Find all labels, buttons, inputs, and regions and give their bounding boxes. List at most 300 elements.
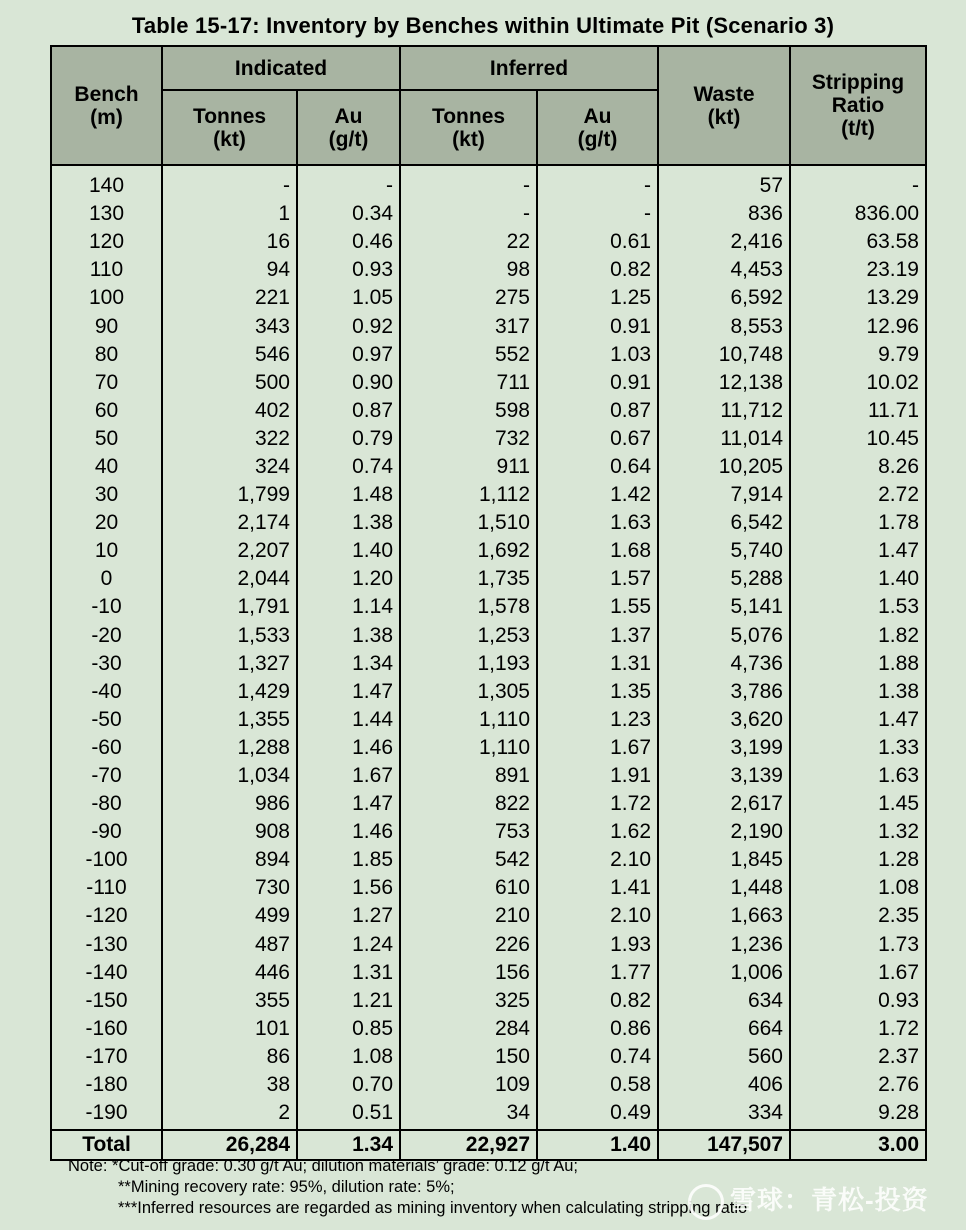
table-row	[51, 650, 926, 678]
watermark	[688, 1180, 929, 1220]
cell-indicated-tonnes: 221	[162, 284, 297, 312]
table-row	[51, 931, 926, 959]
table-row	[51, 987, 926, 1015]
total-indicated-tonnes: 26,284	[162, 1130, 297, 1160]
cell-inferred-au: 0.87	[537, 397, 658, 425]
cell-inferred-tonnes: 284	[400, 1015, 537, 1043]
cell-stripping-ratio: 1.78	[790, 509, 926, 537]
cell-waste: 836	[658, 200, 790, 228]
cell-stripping-ratio: 0.93	[790, 987, 926, 1015]
cell-inferred-au: 1.63	[537, 509, 658, 537]
cell-stripping-ratio: 1.33	[790, 734, 926, 762]
table-row	[51, 509, 926, 537]
cell-waste: 406	[658, 1071, 790, 1099]
cell-inferred-tonnes: 753	[400, 818, 537, 846]
watermark-text: 雪球：青松-投资	[730, 1185, 929, 1215]
cell-stripping-ratio: 1.72	[790, 1015, 926, 1043]
cell-bench: -100	[51, 846, 162, 874]
cell-inferred-au: 1.37	[537, 622, 658, 650]
cell-indicated-au: 1.24	[297, 931, 400, 959]
table-title: Table 15-17: Inventory by Benches within Ultimate Pit (Scenario 3)	[131, 13, 835, 38]
cell-inferred-tonnes: 891	[400, 762, 537, 790]
cell-bench: 10	[51, 537, 162, 565]
cell-bench: 140	[51, 165, 162, 200]
cell-indicated-tonnes: 94	[162, 256, 297, 284]
cell-waste: 2,617	[658, 790, 790, 818]
cell-stripping-ratio: 1.47	[790, 706, 926, 734]
header-indicated-au	[297, 90, 400, 165]
header-waste-unit: (kt)	[707, 105, 741, 129]
cell-indicated-au: 1.34	[297, 650, 400, 678]
table-row	[51, 453, 926, 481]
cell-inferred-tonnes: 317	[400, 312, 537, 340]
cell-inferred-au: 0.91	[537, 312, 658, 340]
header-stripping-label: Stripping	[811, 71, 905, 94]
cell-indicated-au: 1.38	[297, 622, 400, 650]
table-row	[51, 593, 926, 621]
cell-stripping-ratio: 2.72	[790, 481, 926, 509]
cell-waste: 1,236	[658, 931, 790, 959]
table-row	[51, 902, 926, 930]
watermark-logo-icon	[688, 1184, 724, 1220]
note-line-2: **Mining recovery rate: 95%, dilution rate: 5%;	[118, 1178, 455, 1196]
cell-indicated-au: 0.85	[297, 1015, 400, 1043]
cell-stripping-ratio: 9.79	[790, 341, 926, 369]
header-bench-unit: (m)	[90, 105, 123, 129]
table-row	[51, 165, 926, 200]
cell-indicated-tonnes: 499	[162, 902, 297, 930]
cell-inferred-au: 1.77	[537, 959, 658, 987]
cell-bench: -180	[51, 1071, 162, 1099]
cell-waste: 5,740	[658, 537, 790, 565]
cell-indicated-au: -	[297, 165, 400, 200]
cell-waste: 4,453	[658, 256, 790, 284]
cell-waste: 2,416	[658, 228, 790, 256]
cell-indicated-au: 0.92	[297, 312, 400, 340]
header-inferred: Inferred	[400, 46, 658, 90]
cell-indicated-au: 1.05	[297, 284, 400, 312]
cell-waste: 1,845	[658, 846, 790, 874]
table-row	[51, 706, 926, 734]
table-row	[51, 537, 926, 565]
cell-inferred-au: 1.23	[537, 706, 658, 734]
total-stripping-ratio: 3.00	[790, 1130, 926, 1160]
header-au-label: Au	[583, 104, 612, 128]
cell-waste: 4,736	[658, 650, 790, 678]
cell-inferred-au: 2.10	[537, 902, 658, 930]
cell-inferred-tonnes: 1,112	[400, 481, 537, 509]
cell-bench: 0	[51, 565, 162, 593]
cell-inferred-tonnes: -	[400, 165, 537, 200]
cell-waste: 6,542	[658, 509, 790, 537]
cell-stripping-ratio: 2.35	[790, 902, 926, 930]
cell-inferred-tonnes: 1,110	[400, 706, 537, 734]
cell-waste: 334	[658, 1099, 790, 1130]
cell-bench: -90	[51, 818, 162, 846]
header-waste-label: Waste	[693, 82, 755, 106]
cell-bench: 20	[51, 509, 162, 537]
cell-bench: -190	[51, 1099, 162, 1130]
cell-inferred-tonnes: 711	[400, 369, 537, 397]
cell-bench: 100	[51, 284, 162, 312]
table-row	[51, 790, 926, 818]
cell-bench: -160	[51, 1015, 162, 1043]
cell-inferred-au: 1.67	[537, 734, 658, 762]
cell-inferred-tonnes: 1,692	[400, 537, 537, 565]
cell-stripping-ratio: 1.40	[790, 565, 926, 593]
cell-stripping-ratio: 63.58	[790, 228, 926, 256]
cell-stripping-ratio: 9.28	[790, 1099, 926, 1130]
cell-indicated-au: 0.79	[297, 425, 400, 453]
cell-stripping-ratio: 1.32	[790, 818, 926, 846]
cell-bench: -120	[51, 902, 162, 930]
cell-waste: 1,006	[658, 959, 790, 987]
table-row	[51, 1043, 926, 1071]
table-row	[51, 425, 926, 453]
cell-bench: 40	[51, 453, 162, 481]
cell-inferred-au: 1.35	[537, 678, 658, 706]
cell-bench: -80	[51, 790, 162, 818]
cell-indicated-au: 1.08	[297, 1043, 400, 1071]
cell-stripping-ratio: 836.00	[790, 200, 926, 228]
cell-indicated-tonnes: 1,355	[162, 706, 297, 734]
cell-stripping-ratio: 1.67	[790, 959, 926, 987]
cell-inferred-au: 0.49	[537, 1099, 658, 1130]
cell-inferred-tonnes: 598	[400, 397, 537, 425]
cell-indicated-tonnes: 546	[162, 341, 297, 369]
cell-inferred-tonnes: 1,253	[400, 622, 537, 650]
cell-indicated-au: 1.67	[297, 762, 400, 790]
cell-indicated-tonnes: 355	[162, 987, 297, 1015]
cell-waste: 10,205	[658, 453, 790, 481]
cell-waste: 11,712	[658, 397, 790, 425]
cell-indicated-tonnes: 86	[162, 1043, 297, 1071]
cell-indicated-tonnes: 894	[162, 846, 297, 874]
cell-indicated-tonnes: 2	[162, 1099, 297, 1130]
cell-waste: 6,592	[658, 284, 790, 312]
cell-indicated-tonnes: 500	[162, 369, 297, 397]
cell-indicated-au: 0.46	[297, 228, 400, 256]
cell-stripping-ratio: 1.47	[790, 537, 926, 565]
cell-inferred-au: 1.42	[537, 481, 658, 509]
table-row	[51, 846, 926, 874]
cell-indicated-tonnes: 908	[162, 818, 297, 846]
cell-stripping-ratio: 2.76	[790, 1071, 926, 1099]
cell-stripping-ratio: 1.53	[790, 593, 926, 621]
cell-waste: 5,141	[658, 593, 790, 621]
cell-waste: 1,663	[658, 902, 790, 930]
cell-bench: 130	[51, 200, 162, 228]
cell-indicated-au: 0.90	[297, 369, 400, 397]
header-tonnes-label: Tonnes	[431, 104, 506, 128]
table-header	[51, 46, 926, 165]
cell-stripping-ratio: -	[790, 165, 926, 200]
header-inferred-tonnes	[400, 90, 537, 165]
table-row	[51, 200, 926, 228]
cell-indicated-au: 1.40	[297, 537, 400, 565]
cell-inferred-au: 1.41	[537, 874, 658, 902]
header-ratio-label: Ratio	[831, 94, 885, 117]
cell-waste: 7,914	[658, 481, 790, 509]
cell-indicated-tonnes: 38	[162, 1071, 297, 1099]
cell-waste: 1,448	[658, 874, 790, 902]
cell-inferred-tonnes: 109	[400, 1071, 537, 1099]
cell-inferred-tonnes: 34	[400, 1099, 537, 1130]
table-row	[51, 1015, 926, 1043]
cell-indicated-au: 1.14	[297, 593, 400, 621]
table-row	[51, 1099, 926, 1130]
cell-bench: -110	[51, 874, 162, 902]
table-row	[51, 397, 926, 425]
table-row	[51, 734, 926, 762]
cell-waste: 2,190	[658, 818, 790, 846]
cell-indicated-tonnes: 1,799	[162, 481, 297, 509]
cell-inferred-au: 0.86	[537, 1015, 658, 1043]
cell-stripping-ratio: 8.26	[790, 453, 926, 481]
cell-indicated-au: 0.51	[297, 1099, 400, 1130]
cell-indicated-tonnes: 487	[162, 931, 297, 959]
cell-inferred-tonnes: 1,193	[400, 650, 537, 678]
cell-indicated-au: 1.21	[297, 987, 400, 1015]
cell-inferred-tonnes: 610	[400, 874, 537, 902]
cell-inferred-tonnes: 1,305	[400, 678, 537, 706]
cell-inferred-au: 1.31	[537, 650, 658, 678]
inventory-table	[50, 45, 927, 1161]
header-au-unit: (g/t)	[328, 127, 369, 151]
cell-bench: 70	[51, 369, 162, 397]
cell-bench: -170	[51, 1043, 162, 1071]
cell-indicated-tonnes: 986	[162, 790, 297, 818]
cell-waste: 664	[658, 1015, 790, 1043]
cell-inferred-au: 0.91	[537, 369, 658, 397]
cell-indicated-tonnes: 446	[162, 959, 297, 987]
table-row	[51, 874, 926, 902]
cell-indicated-au: 0.74	[297, 453, 400, 481]
cell-waste: 3,786	[658, 678, 790, 706]
cell-indicated-tonnes: 1,327	[162, 650, 297, 678]
cell-indicated-au: 1.27	[297, 902, 400, 930]
cell-inferred-au: 0.61	[537, 228, 658, 256]
cell-stripping-ratio: 12.96	[790, 312, 926, 340]
cell-waste: 3,620	[658, 706, 790, 734]
cell-indicated-au: 1.46	[297, 734, 400, 762]
cell-indicated-au: 0.70	[297, 1071, 400, 1099]
cell-indicated-tonnes: -	[162, 165, 297, 200]
cell-inferred-tonnes: 226	[400, 931, 537, 959]
cell-indicated-tonnes: 730	[162, 874, 297, 902]
cell-indicated-tonnes: 402	[162, 397, 297, 425]
cell-inferred-tonnes: 1,735	[400, 565, 537, 593]
table-row	[51, 959, 926, 987]
cell-bench: -50	[51, 706, 162, 734]
cell-indicated-au: 0.97	[297, 341, 400, 369]
cell-waste: 5,288	[658, 565, 790, 593]
cell-inferred-au: 2.10	[537, 846, 658, 874]
header-waste	[658, 46, 790, 165]
cell-inferred-au: 1.57	[537, 565, 658, 593]
cell-waste: 10,748	[658, 341, 790, 369]
cell-indicated-tonnes: 1,034	[162, 762, 297, 790]
header-tonnes-unit: (kt)	[213, 127, 246, 151]
cell-inferred-tonnes: 1,578	[400, 593, 537, 621]
table-row	[51, 1071, 926, 1099]
cell-stripping-ratio: 1.63	[790, 762, 926, 790]
header-au-unit: (g/t)	[577, 127, 618, 151]
cell-stripping-ratio: 1.73	[790, 931, 926, 959]
table-notes	[68, 1156, 747, 1219]
table-row	[51, 284, 926, 312]
cell-bench: 90	[51, 312, 162, 340]
cell-indicated-au: 0.34	[297, 200, 400, 228]
cell-inferred-tonnes: 1,110	[400, 734, 537, 762]
table-row	[51, 481, 926, 509]
cell-waste: 8,553	[658, 312, 790, 340]
cell-indicated-tonnes: 2,044	[162, 565, 297, 593]
cell-waste: 57	[658, 165, 790, 200]
cell-stripping-ratio: 2.37	[790, 1043, 926, 1071]
cell-bench: -30	[51, 650, 162, 678]
cell-waste: 11,014	[658, 425, 790, 453]
cell-indicated-tonnes: 2,174	[162, 509, 297, 537]
cell-inferred-au: 0.74	[537, 1043, 658, 1071]
cell-waste: 560	[658, 1043, 790, 1071]
cell-indicated-tonnes: 1,533	[162, 622, 297, 650]
table-row	[51, 312, 926, 340]
cell-stripping-ratio: 23.19	[790, 256, 926, 284]
cell-bench: 50	[51, 425, 162, 453]
cell-inferred-au: 1.55	[537, 593, 658, 621]
cell-inferred-au: 0.82	[537, 987, 658, 1015]
cell-inferred-au: -	[537, 200, 658, 228]
cell-indicated-tonnes: 1,288	[162, 734, 297, 762]
cell-indicated-tonnes: 324	[162, 453, 297, 481]
cell-indicated-tonnes: 322	[162, 425, 297, 453]
cell-stripping-ratio: 13.29	[790, 284, 926, 312]
cell-bench: -140	[51, 959, 162, 987]
cell-indicated-au: 1.38	[297, 509, 400, 537]
cell-bench: -40	[51, 678, 162, 706]
cell-waste: 3,139	[658, 762, 790, 790]
header-au-label: Au	[334, 104, 363, 128]
cell-indicated-tonnes: 101	[162, 1015, 297, 1043]
cell-indicated-au: 1.47	[297, 678, 400, 706]
cell-indicated-au: 1.47	[297, 790, 400, 818]
cell-inferred-tonnes: -	[400, 200, 537, 228]
table-row	[51, 341, 926, 369]
total-inferred-au: 1.40	[537, 1130, 658, 1160]
cell-indicated-au: 1.20	[297, 565, 400, 593]
cell-inferred-au: 1.03	[537, 341, 658, 369]
table-row	[51, 762, 926, 790]
cell-indicated-au: 1.31	[297, 959, 400, 987]
table-row	[51, 678, 926, 706]
header-indicated: Indicated	[162, 46, 400, 90]
cell-indicated-au: 1.44	[297, 706, 400, 734]
total-indicated-au: 1.34	[297, 1130, 400, 1160]
cell-stripping-ratio: 1.28	[790, 846, 926, 874]
cell-inferred-tonnes: 156	[400, 959, 537, 987]
cell-inferred-tonnes: 98	[400, 256, 537, 284]
cell-inferred-au: 1.62	[537, 818, 658, 846]
cell-inferred-tonnes: 911	[400, 453, 537, 481]
cell-inferred-au: 0.58	[537, 1071, 658, 1099]
cell-inferred-tonnes: 22	[400, 228, 537, 256]
cell-stripping-ratio: 1.88	[790, 650, 926, 678]
header-inferred-au	[537, 90, 658, 165]
cell-bench: 120	[51, 228, 162, 256]
cell-inferred-tonnes: 822	[400, 790, 537, 818]
cell-bench: 110	[51, 256, 162, 284]
cell-indicated-tonnes: 1,429	[162, 678, 297, 706]
cell-indicated-tonnes: 16	[162, 228, 297, 256]
total-inferred-tonnes: 22,927	[400, 1130, 537, 1160]
cell-inferred-au: 0.67	[537, 425, 658, 453]
cell-inferred-tonnes: 542	[400, 846, 537, 874]
total-label: Total	[51, 1130, 162, 1160]
cell-inferred-au: 0.82	[537, 256, 658, 284]
cell-waste: 634	[658, 987, 790, 1015]
cell-indicated-au: 0.87	[297, 397, 400, 425]
table-row	[51, 818, 926, 846]
header-bench	[51, 46, 162, 165]
table-body	[51, 165, 926, 1130]
cell-waste: 3,199	[658, 734, 790, 762]
cell-indicated-au: 0.93	[297, 256, 400, 284]
header-ratio-unit: (t/t)	[841, 117, 875, 140]
table-row	[51, 565, 926, 593]
cell-indicated-tonnes: 2,207	[162, 537, 297, 565]
header-indicated-tonnes	[162, 90, 297, 165]
cell-stripping-ratio: 10.02	[790, 369, 926, 397]
cell-inferred-au: 1.91	[537, 762, 658, 790]
table-row	[51, 228, 926, 256]
cell-stripping-ratio: 10.45	[790, 425, 926, 453]
table-row	[51, 256, 926, 284]
cell-bench: 30	[51, 481, 162, 509]
cell-stripping-ratio: 1.08	[790, 874, 926, 902]
cell-bench: -70	[51, 762, 162, 790]
cell-inferred-tonnes: 552	[400, 341, 537, 369]
cell-inferred-au: 1.93	[537, 931, 658, 959]
cell-bench: 60	[51, 397, 162, 425]
cell-bench: -20	[51, 622, 162, 650]
cell-indicated-au: 1.85	[297, 846, 400, 874]
cell-inferred-au: 1.25	[537, 284, 658, 312]
cell-inferred-tonnes: 1,510	[400, 509, 537, 537]
cell-bench: -10	[51, 593, 162, 621]
cell-waste: 12,138	[658, 369, 790, 397]
cell-inferred-au: 1.72	[537, 790, 658, 818]
cell-stripping-ratio: 1.45	[790, 790, 926, 818]
cell-bench: -150	[51, 987, 162, 1015]
cell-bench: 80	[51, 341, 162, 369]
header-stripping-ratio	[790, 46, 926, 165]
header-bench-label: Bench	[74, 82, 139, 106]
cell-indicated-au: 1.56	[297, 874, 400, 902]
cell-inferred-au: 1.68	[537, 537, 658, 565]
total-waste: 147,507	[658, 1130, 790, 1160]
cell-stripping-ratio: 1.82	[790, 622, 926, 650]
cell-stripping-ratio: 1.38	[790, 678, 926, 706]
cell-inferred-tonnes: 325	[400, 987, 537, 1015]
cell-inferred-tonnes: 150	[400, 1043, 537, 1071]
cell-inferred-au: 0.64	[537, 453, 658, 481]
cell-inferred-tonnes: 732	[400, 425, 537, 453]
note-line-3: ***Inferred resources are regarded as mining inventory when calculating stripping ratio	[118, 1199, 748, 1217]
table-row	[51, 622, 926, 650]
cell-indicated-tonnes: 343	[162, 312, 297, 340]
cell-indicated-tonnes: 1,791	[162, 593, 297, 621]
